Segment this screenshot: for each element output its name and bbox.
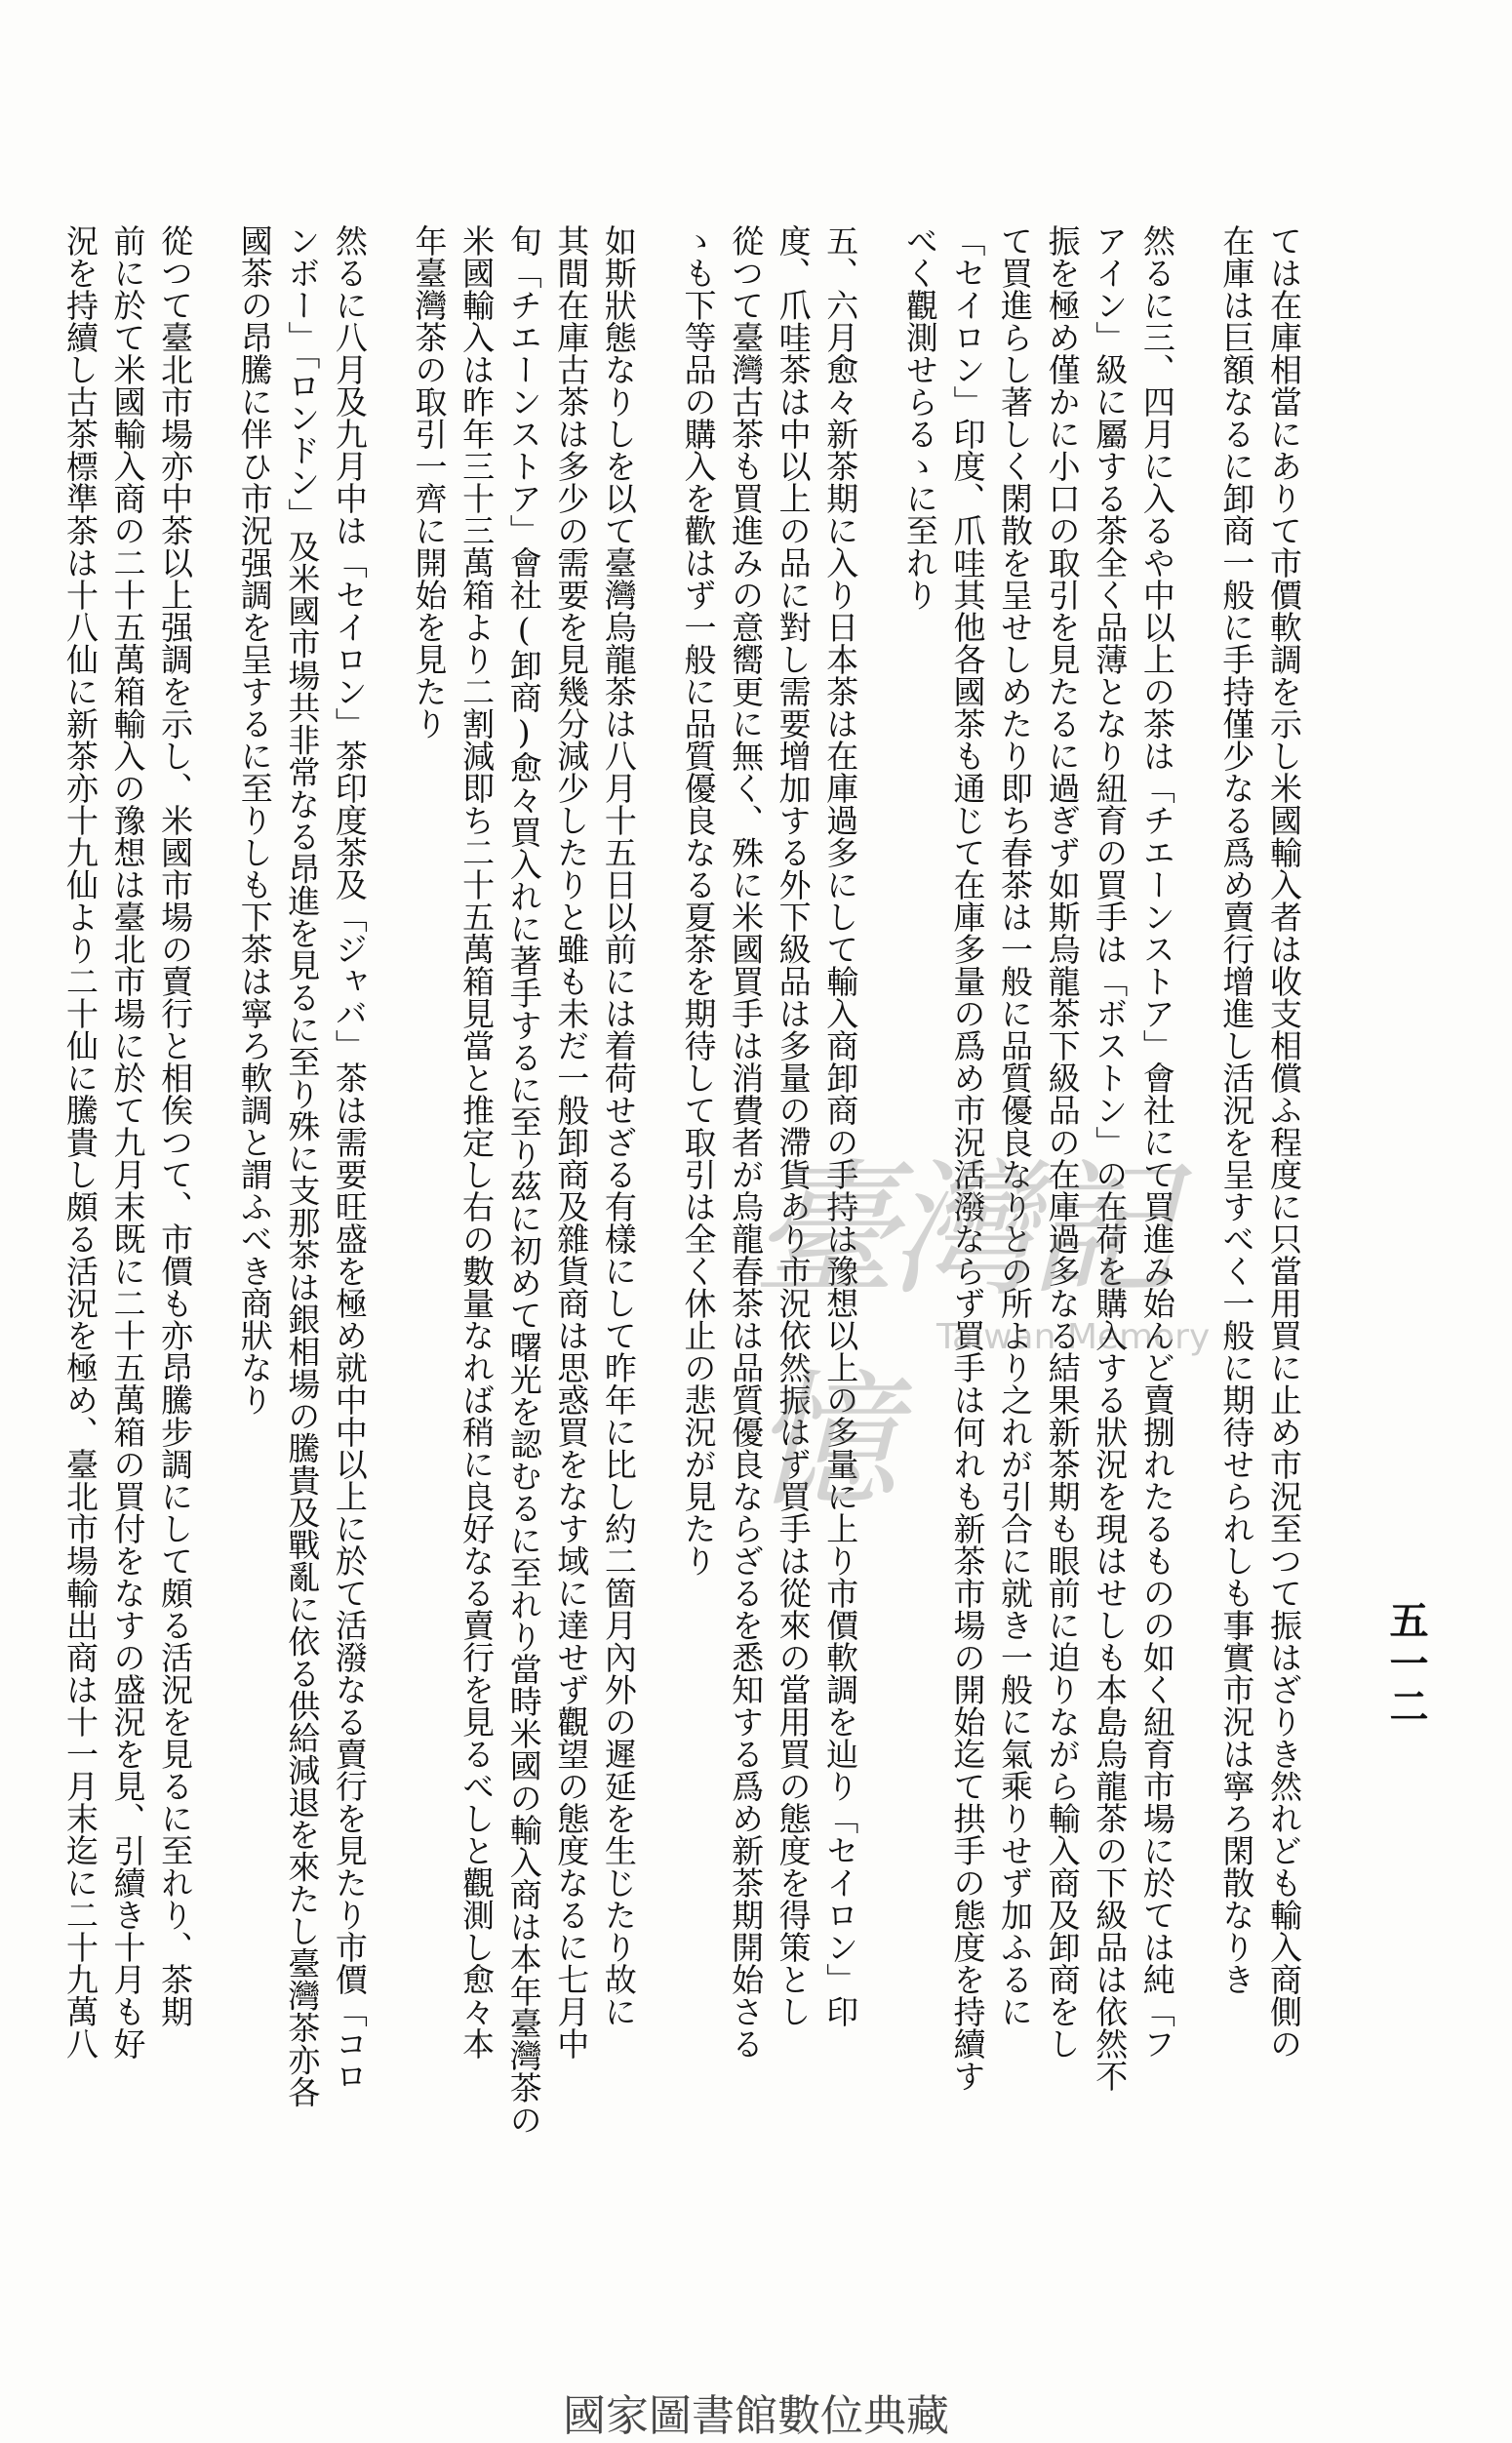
text-line: 國茶の昂騰に伴ひ市況强調を呈するに至りしも下茶は寧ろ軟調と謂ふべき商狀なり bbox=[235, 224, 274, 1416]
text-line: て買進らし著しく閑散を呈せしめたり即ち春茶は一般に品質優良なりとの所より之れが引合に就き一般に氣乘りせず加ふるに bbox=[996, 224, 1035, 2027]
text-line: 如斯狀態なりしを以て臺灣烏龍茶は八月十五日以前には着荷せざる有樣にして昨年に比し約二箇月內外の遲延を生じたり故に bbox=[599, 224, 638, 2027]
text-line: 然るに三、四月に入るや中以上の茶は「チエーンストア」會社にて買進み始んど賣捌れたるものの如く紐育市場に於ては純「フ bbox=[1137, 224, 1176, 2060]
text-line: べく觀測せらるゝに至れり bbox=[900, 224, 939, 611]
footer-archive-label: 國家圖書館數位典藏 bbox=[563, 2391, 949, 2441]
text-line: 其間在庫古茶は多少の需要を見幾分減少したりと雖も未だ一般卸商及雜貨商は思惑買をなす域に達せず觀望の態度なるに七月中 bbox=[552, 224, 591, 2060]
text-line: 從つて臺灣古茶も買進みの意嚮更に無く、殊に米國買手は消費者が烏龍春茶は品質優良ならざるを悉知する爲め新茶期開始さる bbox=[727, 224, 766, 2060]
text-line: 在庫は巨額なるに卸商一般に手持僅少なる爲め賣行增進し活況を呈すべく一般に期待せられしも事實市況は寧ろ閑散なりき bbox=[1217, 224, 1256, 1995]
page-number: 五一二 bbox=[1383, 1600, 1429, 1729]
text-line: 況を持續し古茶標準茶は十八仙に新茶亦十九仙より二十仙に騰貴し頗る活況を極め、臺北市場輸出商は十一月末迄に二十九萬八 bbox=[60, 224, 99, 2060]
text-line: 前に於て米國輸入商の二十五萬箱輸入の豫想は臺北市場に於て九月末既に二十五萬箱の買付をなすの盛況を見、引續き十月も好 bbox=[108, 224, 147, 2060]
text-line: 米國輸入は昨年三十三萬箱より二割減即ち二十五萬箱見當と推定し右の數量なれば稍に良好なる賣行を見るべしと觀測し愈々本 bbox=[458, 224, 497, 2060]
text-line: 旬「チエーンストア」會社(卸商)愈々買入れに著手するに至り茲に初めて曙光を認むるに至れり當時米國の輸入商は本年臺灣茶の bbox=[504, 224, 543, 2136]
watermark-subtitle: Taiwan Memory bbox=[936, 1317, 1211, 1357]
text-line: ンボー」「ロンドン」及米國市場共非常なる昂進を見るに至り殊に支那茶は銀相場の騰貴及戰亂に依る供給減退を來たし臺灣茶亦各 bbox=[283, 224, 322, 2108]
text-line: ては在庫相當にありて市價軟調を示し米國輸入者は收支相償ふ程度に只當用買に止め市況至つて振はざりき然れども輸入商側の bbox=[1265, 224, 1303, 2060]
text-line: 五、六月愈々新茶期に入り日本茶は在庫過多にして輸入商卸商の手持は豫想以上の多量に上り市價軟調を辿り「セイロン」印 bbox=[821, 224, 860, 2027]
watermark-logo bbox=[741, 1093, 1288, 1527]
text-line: 年臺灣茶の取引一齊に開始を見たり bbox=[410, 224, 449, 740]
text-line: 從つて臺北市場亦中茶以上强調を示し、米國市場の賣行と相俟つて、市價も亦昂騰步調にして頗る活況を見るに至れり、茶期 bbox=[156, 224, 195, 2027]
text-line: 振を極め僅かに小口の取引を見たるに過ぎず如斯烏龍茶下級品の在庫過多なる結果新茶期も眼前に迫りながら輸入商及卸商をし bbox=[1043, 224, 1082, 2060]
text-line: 然るに八月及九月中は「セイロン」茶印度茶及「ジャバ」茶は需要旺盛を極め就中中以上に於て活潑なる賣行を見たり市價「コロ bbox=[330, 224, 369, 2092]
watermark-title: 臺灣記憶 bbox=[751, 1146, 1168, 1527]
text-line: ゝも下等品の購入を歡はず一般に品質優良なる夏茶を期待して取引は全く休止の悲況が見たり bbox=[679, 224, 718, 1577]
text-line: 「セイロン」印度、爪哇其他各國茶も通じて在庫多量の爲め市況活潑ならず買手は何れも新茶市場の開始迄て拱手の態度を持續す bbox=[948, 224, 987, 2092]
text-line: アイン」級に屬する茶全く品薄となり紐育の買手は「ボストン」の在荷を購入する狀況を現はせしも本島烏龍茶の下級品は依然不 bbox=[1091, 224, 1130, 2092]
text-line: 度、爪哇茶は中以上の品に對し需要增加する外下級品は多量の滯貨あり市況依然振はず買手は從來の當用買の態度を得策とし bbox=[774, 224, 813, 2027]
